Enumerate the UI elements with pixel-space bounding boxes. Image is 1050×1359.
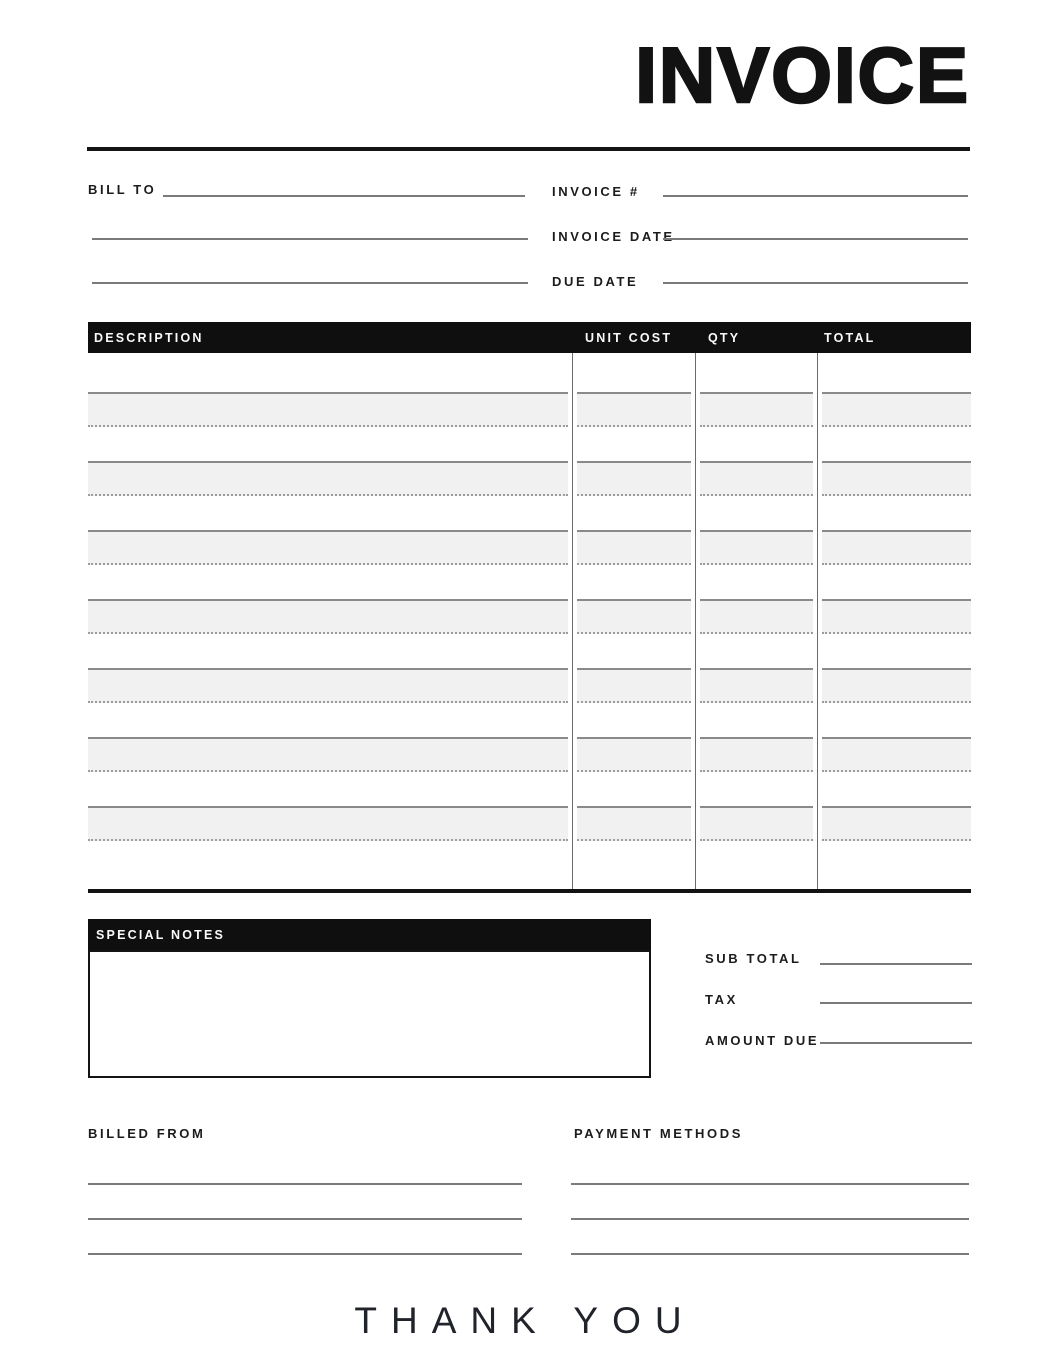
special-notes-label: SPECIAL NOTES xyxy=(96,927,226,942)
items-column xyxy=(88,353,572,889)
item-row-blank[interactable] xyxy=(88,772,572,806)
item-row-blank[interactable] xyxy=(573,772,695,806)
billed-from-line-1[interactable] xyxy=(88,1183,522,1185)
column-header-unit-cost: UNIT COST xyxy=(585,330,673,345)
amount-due-label: AMOUNT DUE xyxy=(705,1033,820,1048)
tax-line[interactable] xyxy=(820,1002,972,1004)
special-notes-box[interactable] xyxy=(88,950,651,1078)
item-row-band[interactable] xyxy=(577,461,691,496)
item-row-band[interactable] xyxy=(822,461,971,496)
items-column xyxy=(572,353,695,889)
item-row-band[interactable] xyxy=(577,806,691,841)
invoice-date-line[interactable] xyxy=(663,238,968,240)
invoice-number-label: INVOICE # xyxy=(552,184,640,199)
item-row-blank[interactable] xyxy=(696,703,817,737)
item-row-band[interactable] xyxy=(700,806,813,841)
sub-total-label: SUB TOTAL xyxy=(705,951,802,966)
item-row-band[interactable] xyxy=(822,530,971,565)
item-row-band[interactable] xyxy=(88,668,568,703)
item-row-blank[interactable] xyxy=(573,703,695,737)
item-row-blank[interactable] xyxy=(696,565,817,599)
column-header-total: TOTAL xyxy=(824,330,876,345)
item-row-band[interactable] xyxy=(577,392,691,427)
item-row-band[interactable] xyxy=(88,392,568,427)
tax-label: TAX xyxy=(705,992,738,1007)
items-table xyxy=(88,322,971,893)
item-row-blank[interactable] xyxy=(573,353,695,392)
item-row-band[interactable] xyxy=(577,737,691,772)
item-row-blank[interactable] xyxy=(818,565,971,599)
item-row-band[interactable] xyxy=(700,530,813,565)
header-divider xyxy=(87,147,970,151)
bill-to-line-1[interactable] xyxy=(163,195,525,197)
item-row-blank[interactable] xyxy=(818,496,971,530)
item-row-blank[interactable] xyxy=(88,703,572,737)
item-row-blank[interactable] xyxy=(88,841,572,889)
item-row-blank[interactable] xyxy=(696,841,817,889)
item-row-blank[interactable] xyxy=(696,353,817,392)
item-row-blank[interactable] xyxy=(818,841,971,889)
item-row-band[interactable] xyxy=(700,599,813,634)
payment-methods-line-1[interactable] xyxy=(571,1183,969,1185)
payment-methods-line-3[interactable] xyxy=(571,1253,969,1255)
item-row-band[interactable] xyxy=(577,668,691,703)
billed-from-label: BILLED FROM xyxy=(88,1126,206,1141)
item-row-blank[interactable] xyxy=(573,841,695,889)
item-row-blank[interactable] xyxy=(573,634,695,668)
bill-to-line-3[interactable] xyxy=(92,282,528,284)
item-row-band[interactable] xyxy=(577,599,691,634)
item-row-blank[interactable] xyxy=(573,565,695,599)
billed-from-line-3[interactable] xyxy=(88,1253,522,1255)
item-row-band[interactable] xyxy=(822,806,971,841)
item-row-band[interactable] xyxy=(700,737,813,772)
bill-to-label: BILL TO xyxy=(88,182,157,197)
item-row-blank[interactable] xyxy=(818,427,971,461)
invoice-date-label: INVOICE DATE xyxy=(552,229,675,244)
special-notes-bar xyxy=(88,919,651,950)
item-row-band[interactable] xyxy=(577,530,691,565)
due-date-line[interactable] xyxy=(663,282,968,284)
item-row-blank[interactable] xyxy=(818,353,971,392)
thank-you-text: THANK YOU xyxy=(354,1300,696,1341)
item-row-blank[interactable] xyxy=(88,427,572,461)
item-row-band[interactable] xyxy=(822,737,971,772)
item-row-blank[interactable] xyxy=(88,353,572,392)
item-row-blank[interactable] xyxy=(818,772,971,806)
item-row-blank[interactable] xyxy=(88,496,572,530)
item-row-band[interactable] xyxy=(700,668,813,703)
sub-total-line[interactable] xyxy=(820,963,972,965)
item-row-blank[interactable] xyxy=(573,427,695,461)
item-row-band[interactable] xyxy=(700,461,813,496)
item-row-blank[interactable] xyxy=(696,772,817,806)
amount-due-line[interactable] xyxy=(820,1042,972,1044)
column-header-description: DESCRIPTION xyxy=(94,330,204,345)
item-row-blank[interactable] xyxy=(88,634,572,668)
billed-from-line-2[interactable] xyxy=(88,1218,522,1220)
item-row-blank[interactable] xyxy=(573,496,695,530)
item-row-blank[interactable] xyxy=(696,427,817,461)
item-row-blank[interactable] xyxy=(696,496,817,530)
item-row-band[interactable] xyxy=(822,392,971,427)
item-row-blank[interactable] xyxy=(818,703,971,737)
item-row-band[interactable] xyxy=(88,737,568,772)
bill-to-line-2[interactable] xyxy=(92,238,528,240)
items-column xyxy=(695,353,817,889)
item-row-band[interactable] xyxy=(88,599,568,634)
item-row-blank[interactable] xyxy=(696,634,817,668)
item-row-band[interactable] xyxy=(88,806,568,841)
item-row-band[interactable] xyxy=(822,599,971,634)
item-row-band[interactable] xyxy=(700,392,813,427)
item-row-band[interactable] xyxy=(822,668,971,703)
items-column xyxy=(817,353,971,889)
item-row-blank[interactable] xyxy=(88,565,572,599)
payment-methods-line-2[interactable] xyxy=(571,1218,969,1220)
item-row-blank[interactable] xyxy=(818,634,971,668)
payment-methods-label: PAYMENT METHODS xyxy=(574,1126,744,1141)
page-title: INVOICE xyxy=(635,31,970,119)
item-row-band[interactable] xyxy=(88,461,568,496)
items-table-header xyxy=(88,322,971,353)
items-table-body xyxy=(88,353,971,889)
item-row-band[interactable] xyxy=(88,530,568,565)
column-header-qty: QTY xyxy=(708,330,741,345)
due-date-label: DUE DATE xyxy=(552,274,639,289)
invoice-number-line[interactable] xyxy=(663,195,968,197)
